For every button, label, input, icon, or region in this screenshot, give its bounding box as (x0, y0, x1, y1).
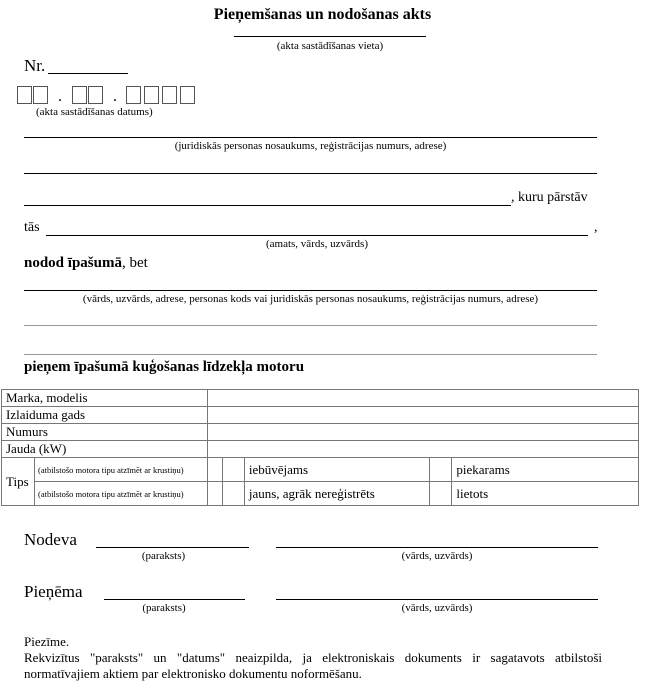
represented-by-label: , kuru pārstāv (511, 190, 588, 205)
type-label: Tips (2, 458, 35, 506)
checkbox-new[interactable] (222, 482, 244, 506)
motor-table (1, 389, 639, 506)
date-year-box-2[interactable] (144, 86, 159, 104)
date-day-box-2[interactable] (33, 86, 48, 104)
table-row (2, 441, 639, 458)
transfers-bold: nodod īpašumā (24, 255, 122, 271)
recipient-line-3[interactable] (24, 354, 597, 355)
power-value[interactable] (207, 441, 638, 458)
type-spacer-1 (207, 458, 222, 482)
type-spacer-2 (207, 482, 222, 506)
row-label-power: Jauda (kW) (2, 441, 208, 458)
table-row (2, 482, 639, 506)
accepted-name-line[interactable] (276, 599, 598, 600)
accepted-signature-hint: (paraksts) (142, 602, 186, 614)
table-row (2, 390, 639, 407)
date-dot-1: . (58, 88, 62, 105)
place-line[interactable] (234, 36, 426, 37)
note (24, 634, 602, 682)
date-hint: (akta sastādīšanas datums) (36, 106, 153, 118)
date-day-box-1[interactable] (17, 86, 32, 104)
table-row (2, 407, 639, 424)
date-year-box-3[interactable] (162, 86, 177, 104)
checkbox-built-in[interactable] (222, 458, 244, 482)
date-year-box-4[interactable] (180, 86, 195, 104)
checkbox-outboard[interactable] (430, 458, 452, 482)
brand-value[interactable] (207, 390, 638, 407)
note-title: Piezīme. (24, 634, 70, 649)
nr-line[interactable] (48, 73, 128, 74)
recipient-line[interactable] (24, 290, 597, 291)
legal-entity-line-1[interactable] (24, 137, 597, 138)
handed-signature-line[interactable] (96, 547, 249, 548)
nr-label: Nr. (24, 56, 46, 75)
comma: , (594, 220, 598, 235)
transfers-text (24, 255, 148, 272)
date-year-box-1[interactable] (126, 86, 141, 104)
row-label-brand: Marka, modelis (2, 390, 208, 407)
number-value[interactable] (207, 424, 638, 441)
tas-label: tās (24, 220, 40, 235)
type-hint-1: (atbilstošo motora tipu atzīmēt ar krustiņu) (34, 458, 207, 482)
date-month-box-1[interactable] (72, 86, 87, 104)
accepted-name-hint: (vārds, uzvārds) (401, 602, 473, 614)
note-text: Rekvizītus "paraksts" un "datums" neaizpilda, ja elektroniskais dokuments ir sagatavots atbilstoši normatīvajiem aktiem par elektronisko dokumentu noformēšanu. (24, 650, 602, 681)
accepts-heading: pieņem īpašumā kuģošanas līdzekļa motoru (24, 359, 305, 375)
accepted-signature-line[interactable] (104, 599, 245, 600)
row-label-number: Numurs (2, 424, 208, 441)
option-used: lietots (452, 482, 639, 506)
recipient-hint: (vārds, uzvārds, adrese, personas kods vai juridiskās personas nosaukums, reģistrācijas numurs, adrese) (82, 293, 539, 305)
accepted-label: Pieņēma (24, 582, 83, 601)
type-hint-2: (atbilstošo motora tipu atzīmēt ar krustiņu) (34, 482, 207, 506)
date-dot-2: . (113, 88, 117, 105)
handed-label: Nodeva (24, 530, 77, 549)
position-line[interactable] (46, 235, 588, 236)
handed-signature-hint: (paraksts) (141, 550, 186, 562)
document-title: Pieņemšanas un nodošanas akts (213, 6, 432, 23)
option-outboard: piekarams (452, 458, 639, 482)
table-row (2, 458, 639, 482)
legal-entity-line-2[interactable] (24, 173, 597, 174)
table-row (2, 424, 639, 441)
year-value[interactable] (207, 407, 638, 424)
row-label-year: Izlaiduma gads (2, 407, 208, 424)
option-built-in: iebūvējams (244, 458, 430, 482)
option-new: jauns, agrāk nereģistrēts (244, 482, 430, 506)
position-hint: (amats, vārds, uzvārds) (265, 238, 369, 250)
transfers-rest: , bet (121, 255, 148, 271)
checkbox-used[interactable] (430, 482, 452, 506)
place-hint: (akta sastādīšanas vieta) (276, 40, 384, 52)
handed-name-hint: (vārds, uzvārds) (401, 550, 473, 562)
date-month-box-2[interactable] (88, 86, 103, 104)
legal-entity-hint: (juridiskās personas nosaukums, reģistrācijas numurs, adrese) (174, 140, 447, 152)
handed-name-line[interactable] (276, 547, 598, 548)
recipient-line-2[interactable] (24, 325, 597, 326)
legal-entity-line-3[interactable] (24, 205, 511, 206)
